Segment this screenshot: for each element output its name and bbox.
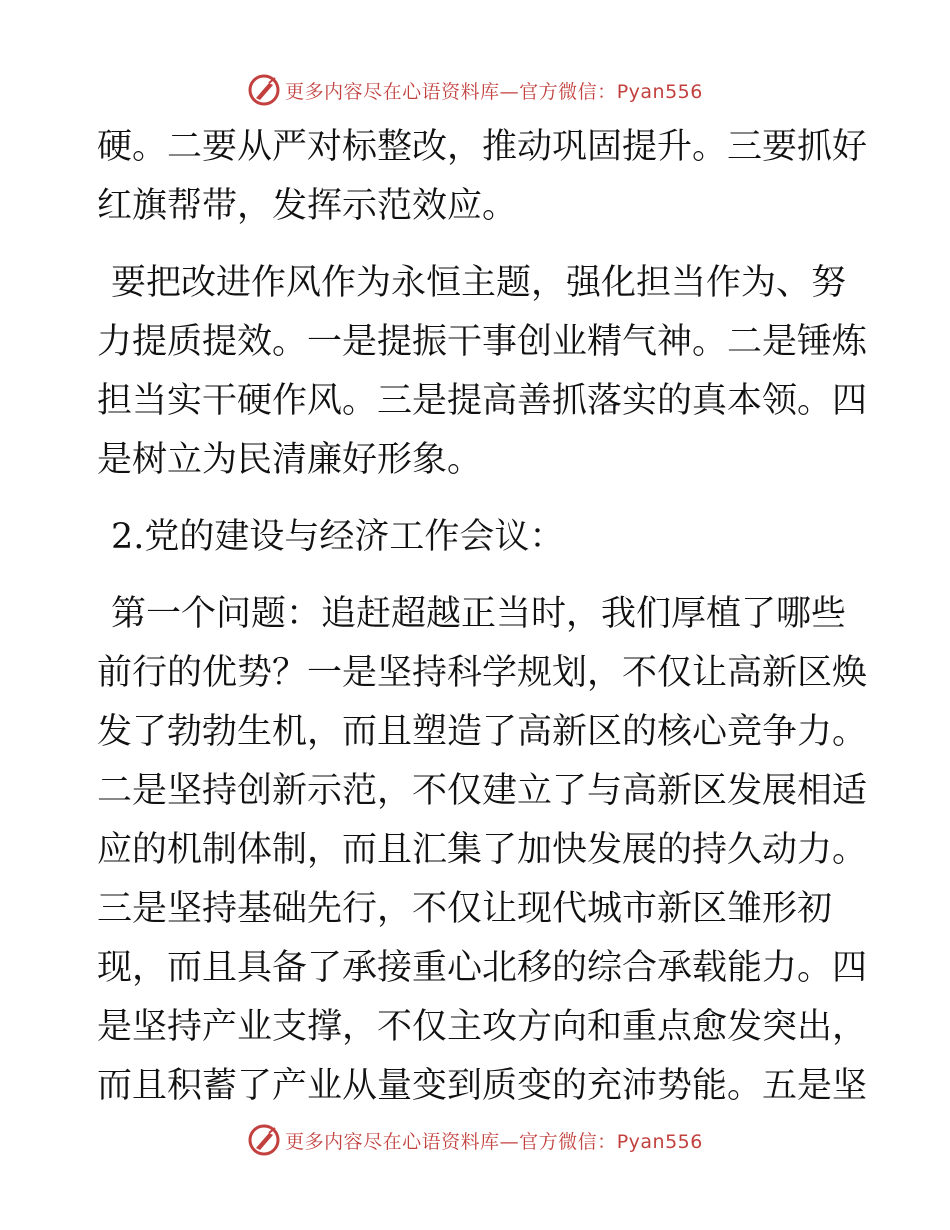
- section-heading: [97, 508, 857, 567]
- watermark-banner-bottom: [0, 1120, 950, 1160]
- paragraph-1: [97, 118, 868, 236]
- text-line: 是树立为民清廉好形象。: [97, 440, 483, 480]
- section-heading-text: 2.党的建设与经济工作会议：: [111, 517, 565, 557]
- text-line: 发了勃勃生机，而且塑造了高新区的核心竞争力。: [97, 712, 868, 752]
- text-line: 要把改进作风作为永恒主题，强化担当作为、努: [111, 263, 847, 303]
- text-line: 力提质提效。一是提振干事创业精气神。二是锤炼: [97, 322, 868, 362]
- text-line: 前行的优势？一是坚持科学规划，不仅让高新区焕: [97, 653, 868, 693]
- watermark-wechat-id: Pyan556: [616, 80, 703, 103]
- paragraph-4: [97, 585, 868, 1116]
- text-line: 而且积蓄了产业从量变到质变的充沛势能。五是坚: [97, 1066, 868, 1106]
- document-body: [97, 118, 868, 1116]
- text-line: 红旗帮带，发挥示范效应。: [97, 186, 518, 226]
- watermark-wechat-label: 官方微信：: [519, 80, 617, 103]
- paragraph-2: [97, 254, 868, 490]
- text-line: 第一个问题：追赶超越正当时，我们厚植了哪些: [111, 594, 847, 634]
- watermark-text: [285, 1127, 703, 1154]
- text-line: 应的机制体制，而且汇集了加快发展的持久动力。: [97, 830, 868, 870]
- text-line: 硬。二要从严对标整改，推动巩固提升。三要抓好: [97, 127, 868, 167]
- watermark-wechat-label: 官方微信：: [519, 1130, 617, 1153]
- quill-logo-icon: [247, 1123, 281, 1157]
- text-line: 三是坚持基础先行，不仅让现代城市新区雏形初: [97, 889, 833, 929]
- watermark-main: 更多内容尽在心语资料库: [285, 1130, 500, 1153]
- watermark-dash: —: [499, 1130, 520, 1153]
- watermark-main: 更多内容尽在心语资料库: [285, 80, 500, 103]
- text-line: 担当实干硬作风。三是提高善抓落实的真本领。四: [97, 381, 868, 421]
- text-line: 现，而且具备了承接重心北移的综合承载能力。四: [97, 948, 868, 988]
- watermark-dash: —: [499, 80, 520, 103]
- watermark-wechat-id: Pyan556: [616, 1130, 703, 1153]
- watermark-text: [285, 77, 703, 104]
- watermark-banner-top: [0, 70, 950, 110]
- text-line: 二是坚持创新示范，不仅建立了与高新区发展相适: [97, 771, 868, 811]
- quill-logo-icon: [247, 73, 281, 107]
- text-line: 是坚持产业支撑，不仅主攻方向和重点愈发突出，: [97, 1007, 868, 1047]
